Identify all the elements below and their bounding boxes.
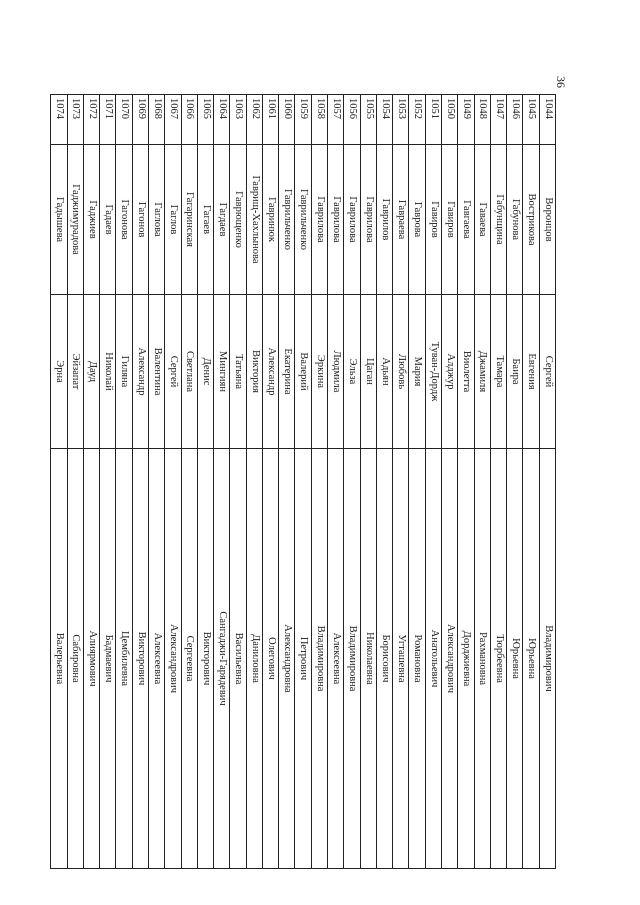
patronymic-cell: Петрович [295,449,311,869]
first-name-cell: Эйзапат [67,295,83,449]
row-number-cell: 1061 [262,95,278,145]
patronymic-cell: Викторович [197,449,213,869]
patronymic-cell: Анатольевич [425,449,441,869]
patronymic-cell: Сангаджи-Гарядевич [214,449,230,869]
surname-cell: Габунова [507,145,523,295]
patronymic-cell: Алексеевна [328,449,344,869]
row-number-cell: 1073 [67,95,83,145]
table-row [132,95,148,869]
row-number-cell: 1072 [83,95,99,145]
surname-cell: Гавгаева [458,145,474,295]
page-number: 36 [554,76,568,88]
surname-cell: Гаврилова [328,145,344,295]
surname-cell: Гадаев [100,145,116,295]
surname-cell: Гаджимурадова [67,145,83,295]
first-name-cell: Екатерина [279,295,295,449]
first-name-cell: Мария [409,295,425,449]
patronymic-cell: Алексеевна [148,449,164,869]
row-number-cell: 1051 [425,95,441,145]
table-row [474,95,490,869]
row-number-cell: 1046 [507,95,523,145]
surname-cell: Гаврющенко [230,145,246,295]
row-number-cell: 1059 [295,95,311,145]
surname-cell: Вострикова [523,145,539,295]
table-row [51,95,67,869]
surname-cell: Гаврильченко [279,145,295,295]
table-row [83,95,99,869]
surname-cell: Гаглова [148,145,164,295]
patronymic-cell: Валерьевна [51,449,67,869]
patronymic-cell: Угташевна [393,449,409,869]
patronymic-cell: Александрович [442,449,458,869]
row-number-cell: 1074 [51,95,67,145]
patronymic-cell: Владимировна [344,449,360,869]
first-name-cell: Виктория [246,295,262,449]
patronymic-cell: Александрович [165,449,181,869]
surname-cell: Гаврова [409,145,425,295]
first-name-cell: Евгения [523,295,539,449]
table-row [523,95,539,869]
table-row [458,95,474,869]
patronymic-cell: Сабировна [67,449,83,869]
surname-cell: Воронцов [539,145,555,295]
surname-cell: Гагаринская [181,145,197,295]
first-name-cell: Александр [132,295,148,449]
row-number-cell: 1067 [165,95,181,145]
first-name-cell: Александр [262,295,278,449]
first-name-cell: Людмила [328,295,344,449]
table-row [262,95,278,869]
patronymic-cell: Юрьевна [507,449,523,869]
surname-cell: Гавиров [442,145,458,295]
first-name-cell: Валентина [148,295,164,449]
surname-cell: Гаврищ-Хахлынова [246,145,262,295]
first-name-cell: Дауд [83,295,99,449]
first-name-cell: Светлана [181,295,197,449]
row-number-cell: 1054 [376,95,392,145]
row-number-cell: 1050 [442,95,458,145]
patronymic-cell: Викторович [132,449,148,869]
row-number-cell: 1053 [393,95,409,145]
table-row [425,95,441,869]
table-row [165,95,181,869]
row-number-cell: 1068 [148,95,164,145]
row-number-cell: 1069 [132,95,148,145]
surname-cell: Гавринюк [262,145,278,295]
first-name-cell: Валерий [295,295,311,449]
patronymic-cell: Александровна [279,449,295,869]
table-row [393,95,409,869]
row-number-cell: 1055 [360,95,376,145]
first-name-cell: Алджур [442,295,458,449]
row-number-cell: 1056 [344,95,360,145]
table-row [328,95,344,869]
table-row [246,95,262,869]
table-row [360,95,376,869]
patronymic-cell: Юрьевна [523,449,539,869]
patronymic-cell: Алиярмович [83,449,99,869]
table-row [490,95,506,869]
first-name-cell: Денис [197,295,213,449]
patronymic-cell: Романовна [409,449,425,869]
row-number-cell: 1064 [214,95,230,145]
patronymic-cell: Борисович [376,449,392,869]
first-name-cell: Эркина [311,295,327,449]
surname-cell: Гаврильченко [295,145,311,295]
first-name-cell: Сергей [539,295,555,449]
row-number-cell: 1049 [458,95,474,145]
table-row [67,95,83,869]
first-name-cell: Мингиян [214,295,230,449]
row-number-cell: 1062 [246,95,262,145]
first-name-cell: Джамиля [474,295,490,449]
first-name-cell: Баира [507,295,523,449]
table-row [181,95,197,869]
first-name-cell: Николай [100,295,116,449]
first-name-cell: Туван-Дордж [425,295,441,449]
surname-cell: Гагаев [197,145,213,295]
table-row [279,95,295,869]
registry-table [50,94,556,869]
row-number-cell: 1044 [539,95,555,145]
first-name-cell: Татьяна [230,295,246,449]
table-row [295,95,311,869]
table-row [409,95,425,869]
patronymic-cell: Рахмановна [474,449,490,869]
surname-cell: Гаваева [474,145,490,295]
patronymic-cell: Сергеевна [181,449,197,869]
table-row [214,95,230,869]
table-row [116,95,132,869]
surname-cell: Гаврилова [360,145,376,295]
surname-cell: Гаджиев [83,145,99,295]
row-number-cell: 1071 [100,95,116,145]
row-number-cell: 1058 [311,95,327,145]
row-number-cell: 1047 [490,95,506,145]
row-number-cell: 1070 [116,95,132,145]
registry-table-body [51,95,556,869]
surname-cell: Гаврилова [344,145,360,295]
patronymic-cell: Владимирович [539,449,555,869]
first-name-cell: Цаган [360,295,376,449]
table-row [148,95,164,869]
row-number-cell: 1057 [328,95,344,145]
surname-cell: Гагонов [132,145,148,295]
row-number-cell: 1048 [474,95,490,145]
table-row [539,95,555,869]
first-name-cell: Эрна [51,295,67,449]
surname-cell: Гагдаев [214,145,230,295]
row-number-cell: 1066 [181,95,197,145]
table-row [197,95,213,869]
table-row [376,95,392,869]
surname-cell: Гавиров [425,145,441,295]
surname-cell: Гаврилова [311,145,327,295]
first-name-cell: Сергей [165,295,181,449]
first-name-cell: Тамара [490,295,506,449]
patronymic-cell: Бадмаевич [100,449,116,869]
first-name-cell: Гиляна [116,295,132,449]
table-row [344,95,360,869]
surname-cell: Гаглов [165,145,181,295]
surname-cell: Гаврилов [376,145,392,295]
surname-cell: Габунщина [490,145,506,295]
row-number-cell: 1052 [409,95,425,145]
surname-cell: Гагонова [116,145,132,295]
table-row [311,95,327,869]
table-row [507,95,523,869]
table-row [230,95,246,869]
row-number-cell: 1063 [230,95,246,145]
surname-cell: Гавраева [393,145,409,295]
table-row [442,95,458,869]
patronymic-cell: Владимировна [311,449,327,869]
patronymic-cell: Николаевна [360,449,376,869]
row-number-cell: 1060 [279,95,295,145]
surname-cell: Гадышева [51,145,67,295]
patronymic-cell: Олегович [262,449,278,869]
row-number-cell: 1065 [197,95,213,145]
table-row [100,95,116,869]
row-number-cell: 1045 [523,95,539,145]
patronymic-cell: Васильевна [230,449,246,869]
patronymic-cell: Тюрбеевна [490,449,506,869]
first-name-cell: Адьян [376,295,392,449]
patronymic-cell: Дорджиевна [458,449,474,869]
first-name-cell: Эльза [344,295,360,449]
first-name-cell: Виолетта [458,295,474,449]
registry-table-container [54,94,556,868]
first-name-cell: Любовь [393,295,409,449]
patronymic-cell: Цембилевна [116,449,132,869]
patronymic-cell: Даниловна [246,449,262,869]
